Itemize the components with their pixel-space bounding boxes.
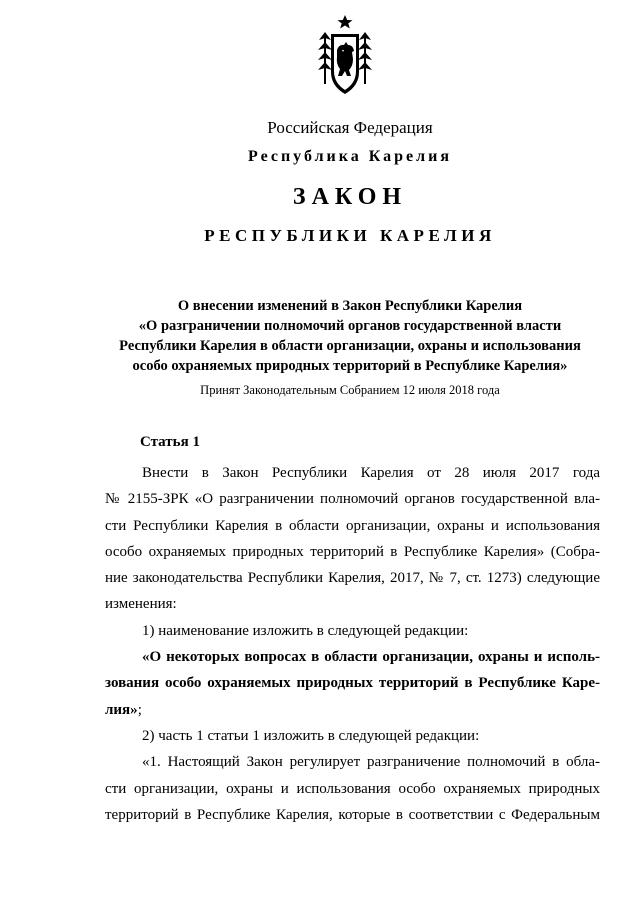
body-line: особо охраняемых природных территорий в Республике Карелия» (Собра- (105, 543, 600, 560)
body-line: 2) часть 1 статьи 1 изложить в следующей редакции: (142, 727, 480, 744)
bold-text: лия» (105, 701, 138, 718)
law-title-line: особо охраняемых природных территорий в Республике Карелия» (132, 358, 568, 374)
law-title-line: О внесении изменений в Закон Республики Карелия (177, 298, 523, 314)
semicolon: ; (137, 701, 142, 718)
body-line-bold (105, 644, 600, 670)
coat-of-arms-emblem (315, 14, 375, 98)
bold-text: зования особо охраняемых природных территорий в Республике Каре- (105, 675, 600, 692)
article-body (105, 460, 600, 828)
body-line: 1) наименование изложить в следующей редакции: (142, 622, 469, 639)
body-line: сти организации, охраны и использования особо охраняемых природных (105, 780, 600, 797)
body-line: «1. Настоящий Закон регулирует разграничение полномочий в обла- (142, 754, 600, 771)
body-line-bold (105, 670, 600, 696)
adoption-note: Принят Законодательным Собранием 12 июля 2018 года (200, 383, 500, 397)
body-line-bold (105, 697, 600, 723)
article-heading: Статья 1 (140, 434, 200, 450)
republic-label: Республика Карелия (248, 148, 452, 165)
bold-text: «О некоторых вопросах в области организации, охраны и исполь- (142, 649, 600, 666)
body-line: ние законодательства Республики Карелия, 2017, № 7, ст. 1273) следующие (105, 570, 600, 587)
body-line: территорий в Республике Карелия, которые в соответствии с Федеральным (105, 806, 600, 823)
law-title-line: Республики Карелия в области организации, охраны и использования (119, 338, 581, 354)
law-heading: ЗАКОН (292, 184, 408, 210)
body-line: сти Республики Карелия в области организации, охраны и использования (105, 517, 600, 534)
federation-label: Российская Федерация (267, 118, 433, 137)
body-line: изменения: (105, 596, 177, 613)
law-subheading: РЕСПУБЛИКИ КАРЕЛИЯ (204, 226, 496, 245)
body-line: № 2155-ЗРК «О разграничении полномочий органов государственной вла- (105, 491, 600, 508)
law-title (90, 296, 610, 376)
law-title-line: «О разграничении полномочий органов государственной власти (138, 318, 562, 334)
body-line: Внести в Закон Республики Карелия от 28 июля 2017 года (142, 465, 600, 481)
